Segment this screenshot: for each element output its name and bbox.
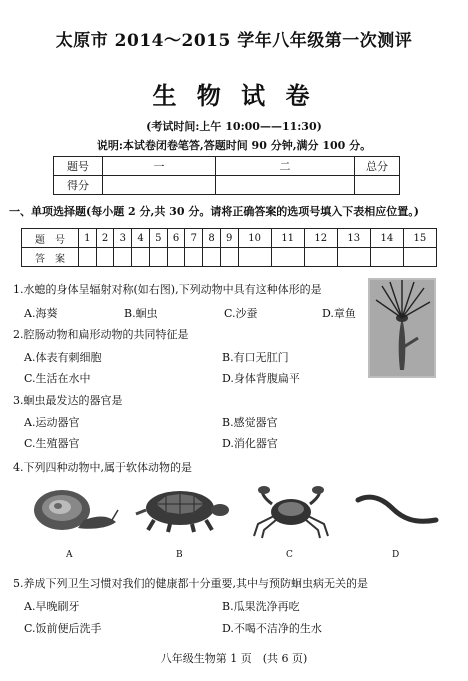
- worm-image: [352, 484, 442, 536]
- answer-header-cell: 5: [149, 229, 167, 248]
- answer-cell[interactable]: [149, 248, 167, 267]
- score-cell: 总分: [355, 157, 400, 176]
- answer-label-cell: 答 案: [22, 248, 79, 267]
- answer-header-cell: 10: [238, 229, 271, 248]
- answer-cell[interactable]: [304, 248, 337, 267]
- exam-header: 太原市 2014～2015 学年八年级第一次测评: [55, 31, 413, 51]
- answer-cell[interactable]: [79, 248, 97, 267]
- score-cell: [355, 176, 400, 195]
- answer-cell[interactable]: [271, 248, 304, 267]
- page-footer: 八年级生物第 1 页 (共 6 页): [160, 652, 308, 665]
- score-cell: 一: [103, 157, 216, 176]
- q1-option-b: B.蛔虫: [124, 307, 158, 320]
- answer-cell[interactable]: [167, 248, 185, 267]
- subject-title: 生 物 试 卷: [152, 81, 316, 110]
- score-cell: 得分: [54, 176, 103, 195]
- score-cell: 二: [216, 157, 355, 176]
- answer-header-cell: 7: [185, 229, 203, 248]
- exam-time: (考试时间:上午 10:00——11:30): [146, 120, 322, 133]
- crab-image: [250, 484, 332, 540]
- answer-cell[interactable]: [238, 248, 271, 267]
- question-4-stem: 4.下列四种动物中,属于软体动物的是: [13, 461, 192, 474]
- answer-cell[interactable]: [185, 248, 203, 267]
- instructions: 说明:本试卷闭卷笔答,答题时间 90 分钟,满分 100 分。: [96, 139, 372, 152]
- answer-cell[interactable]: [220, 248, 238, 267]
- q2-option-d: D.身体背腹扁平: [222, 372, 300, 385]
- answer-cell[interactable]: [203, 248, 221, 267]
- q4-label-c: C: [286, 550, 293, 560]
- answer-table: [21, 228, 437, 267]
- snail-image: [26, 484, 120, 536]
- q5-option-a: A.早晚刷牙: [24, 600, 80, 613]
- q3-option-c: C.生殖器官: [24, 437, 80, 450]
- question-1-stem: 1.水螅的身体呈辐射对称(如右图),下列动物中具有这种体形的是: [13, 283, 322, 296]
- answer-header-cell: 题 号: [22, 229, 79, 248]
- q5-option-c: C.饭前便后洗手: [24, 622, 102, 635]
- score-table: [53, 156, 400, 195]
- q3-option-b: B.感觉器官: [222, 416, 278, 429]
- answer-header-cell: 1: [79, 229, 97, 248]
- answer-header-cell: 12: [304, 229, 337, 248]
- q1-option-c: C.沙蚕: [224, 307, 258, 320]
- answer-cell[interactable]: [370, 248, 403, 267]
- q1-option-a: A.海葵: [24, 307, 58, 320]
- q1-option-d: D.章鱼: [322, 307, 356, 320]
- turtle-image: [134, 484, 230, 536]
- score-cell: [216, 176, 355, 195]
- question-5-stem: 5.养成下列卫生习惯对我们的健康都十分重要,其中与预防蛔虫病无关的是: [13, 577, 368, 590]
- answer-header-cell: 9: [220, 229, 238, 248]
- answer-cell[interactable]: [132, 248, 150, 267]
- answer-header-cell: 3: [114, 229, 132, 248]
- hydra-image: [368, 278, 436, 378]
- q2-option-c: C.生活在水中: [24, 372, 91, 385]
- q2-option-a: A.体表有刺细胞: [24, 351, 102, 364]
- answer-cell[interactable]: [114, 248, 132, 267]
- answer-cell[interactable]: [337, 248, 370, 267]
- answer-header-cell: 2: [96, 229, 114, 248]
- q3-option-d: D.消化器官: [222, 437, 278, 450]
- answer-cell[interactable]: [403, 248, 436, 267]
- answer-header-cell: 15: [403, 229, 436, 248]
- q4-label-b: B: [176, 550, 183, 560]
- q2-option-b: B.有口无肛门: [222, 351, 289, 364]
- answer-header-cell: 8: [203, 229, 221, 248]
- score-cell: 题号: [54, 157, 103, 176]
- score-cell: [103, 176, 216, 195]
- q3-option-a: A.运动器官: [24, 416, 80, 429]
- answer-header-cell: 6: [167, 229, 185, 248]
- q4-label-d: D: [392, 550, 400, 560]
- q5-option-b: B.瓜果洗净再吃: [222, 600, 300, 613]
- question-3-stem: 3.蛔虫最发达的器官是: [13, 394, 123, 407]
- answer-header-cell: 4: [132, 229, 150, 248]
- answer-cell[interactable]: [96, 248, 114, 267]
- q4-label-a: A: [66, 550, 73, 560]
- answer-header-cell: 11: [271, 229, 304, 248]
- answer-header-cell: 13: [337, 229, 370, 248]
- q5-option-d: D.不喝不洁净的生水: [222, 622, 322, 635]
- answer-header-cell: 14: [370, 229, 403, 248]
- section1-title: 一、单项选择题(每小题 2 分,共 30 分。请将正确答案的选项号填入下表相应位置。): [9, 205, 420, 218]
- question-2-stem: 2.腔肠动物和扁形动物的共同特征是: [13, 328, 189, 341]
